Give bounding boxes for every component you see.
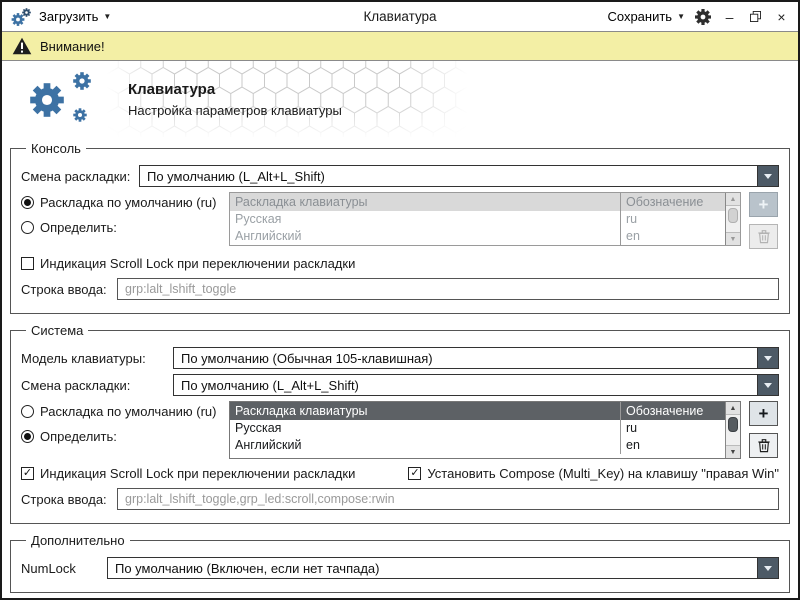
system-layout-choice-row (21, 401, 779, 459)
maximize-icon (750, 11, 761, 22)
system-model-label: Модель клавиатуры: (21, 350, 146, 366)
console-table-buttons (749, 192, 779, 249)
combo-dropdown-button[interactable] (757, 348, 778, 368)
caret-down-icon: ▼ (103, 11, 112, 21)
table-cell-layout: Английский (235, 229, 302, 243)
gears-logo (16, 67, 106, 131)
combo-dropdown-button[interactable] (757, 166, 778, 186)
system-input-row (21, 488, 779, 510)
scroll-down-icon[interactable]: ▼ (726, 445, 740, 458)
scroll-up-icon: ▲ (726, 193, 740, 206)
console-layout-switch-select[interactable] (139, 165, 779, 187)
console-scroll-lock-checkbox[interactable] (21, 256, 355, 271)
load-menu-button[interactable] (39, 9, 111, 24)
system-model-select[interactable] (173, 347, 779, 369)
console-layout-choice-row (21, 192, 779, 249)
console-checkbox-row (21, 256, 779, 271)
console-layout-switch-row (21, 165, 779, 187)
console-custom-layout-radio[interactable] (21, 220, 229, 235)
system-input-label: Строка ввода: (21, 491, 107, 507)
load-menu-label: Загрузить (39, 9, 99, 24)
table-scrollbar[interactable] (725, 402, 740, 458)
save-menu-label: Сохранить (607, 9, 673, 24)
console-layout-switch-label: Смена раскладки: (21, 168, 131, 184)
table-cell-layout: Русская (235, 212, 282, 226)
warning-icon (12, 37, 32, 55)
system-layout-switch-label: Смена раскладки: (21, 377, 131, 393)
system-layout-switch-row (21, 374, 779, 396)
console-radio-group (21, 192, 229, 235)
scrollbar-thumb[interactable] (728, 417, 738, 432)
page-title: Клавиатура (128, 80, 216, 98)
add-layout-button[interactable] (749, 401, 778, 426)
checkbox-label: Индикация Scroll Lock при переключении раскладки (40, 466, 356, 481)
radio-unselected-icon (21, 221, 34, 234)
system-layout-table (229, 401, 741, 459)
table-scrollbar (725, 193, 740, 245)
console-input-label: Строка ввода: (21, 281, 107, 297)
table-row (230, 211, 725, 228)
table-header-row (230, 193, 725, 211)
radio-selected-icon (21, 430, 34, 443)
system-table-buttons (749, 401, 779, 458)
trash-icon (757, 229, 771, 244)
table-row[interactable] (230, 437, 725, 454)
system-layout-switch-select[interactable] (173, 374, 779, 396)
save-menu-button[interactable] (607, 9, 685, 24)
page-header (2, 61, 798, 137)
console-legend: Консоль (31, 141, 81, 156)
table-header-layout: Раскладка клавиатуры (235, 195, 368, 209)
table-header-code: Обозначение (620, 402, 725, 420)
system-checkbox-row (21, 466, 779, 481)
table-main (230, 402, 725, 458)
checkbox-checked-icon: ✓ (22, 467, 33, 479)
system-input-string[interactable] (117, 488, 779, 510)
console-layout-table (229, 192, 741, 246)
caret-down-icon (764, 383, 772, 388)
combo-selected-value: По умолчанию (L_Alt+L_Shift) (147, 168, 325, 184)
scrollbar-track[interactable] (726, 415, 740, 445)
combo-selected-value: По умолчанию (Обычная 105-клавишная) (181, 350, 433, 366)
add-layout-button (749, 192, 778, 217)
checkbox-unchecked-icon (21, 257, 34, 270)
table-row (230, 228, 725, 245)
table-cell-code: en (620, 437, 725, 454)
table-header-row (230, 402, 725, 420)
table-cell-layout: Русская (235, 421, 282, 435)
radio-label: Определить: (40, 220, 117, 235)
table-cell-code: en (620, 228, 725, 245)
table-cell-code: ru (620, 420, 725, 437)
system-legend: Система (31, 323, 84, 338)
table-cell-layout: Английский (235, 438, 302, 452)
scroll-down-icon: ▼ (726, 232, 740, 245)
system-scroll-lock-checkbox[interactable] (21, 466, 355, 481)
header-text (128, 81, 342, 118)
scrollbar-thumb (728, 208, 738, 223)
titlebar-right (607, 8, 790, 26)
radio-label: Раскладка по умолчанию (ru) (40, 195, 217, 210)
console-section (10, 141, 790, 314)
radio-label: Раскладка по умолчанию (ru) (40, 404, 217, 419)
table-main (230, 193, 725, 245)
checkbox-checked-icon: ✓ (410, 467, 420, 479)
system-radio-group (21, 401, 229, 444)
page-subtitle: Настройка параметров клавиатуры (128, 102, 342, 118)
numlock-select[interactable] (107, 557, 779, 579)
console-input-string[interactable] (117, 278, 779, 300)
table-row[interactable] (230, 420, 725, 437)
trash-icon (757, 438, 771, 453)
caret-down-icon (764, 174, 772, 179)
titlebar-left (10, 6, 111, 28)
system-compose-checkbox[interactable] (408, 466, 779, 481)
combo-dropdown-button[interactable] (757, 558, 778, 578)
plus-icon: + (758, 195, 769, 214)
system-section (10, 323, 790, 524)
console-input-row (21, 278, 779, 300)
system-model-row (21, 347, 779, 369)
console-default-layout-radio[interactable] (21, 195, 229, 210)
combo-selected-value: По умолчанию (L_Alt+L_Shift) (181, 377, 359, 393)
plus-icon: + (758, 404, 769, 423)
settings-gear-icon[interactable] (694, 8, 712, 26)
titlebar (2, 2, 798, 32)
system-default-layout-radio[interactable] (21, 404, 229, 419)
numlock-label: NumLock (21, 560, 76, 576)
minimize-button[interactable]: – (725, 8, 734, 25)
numlock-row (21, 557, 779, 579)
delete-layout-button[interactable] (749, 433, 778, 458)
app-gears-icon (10, 6, 32, 28)
table-header-code: Обозначение (620, 193, 725, 211)
delete-layout-button (749, 224, 778, 249)
additional-legend: Дополнительно (31, 533, 125, 548)
caret-down-icon (764, 356, 772, 361)
maximize-button[interactable] (747, 8, 764, 26)
system-custom-layout-radio[interactable] (21, 429, 229, 444)
checkbox-label: Установить Compose (Multi_Key) на клавишу "правая Win" (427, 466, 779, 481)
warning-text: Внимание! (40, 38, 105, 54)
radio-unselected-icon (21, 405, 34, 418)
scrollbar-track (726, 206, 740, 232)
table-header-layout: Раскладка клавиатуры (235, 404, 368, 418)
radio-selected-icon (21, 196, 34, 209)
combo-selected-value: По умолчанию (Включен, если нет тачпада) (115, 560, 380, 576)
combo-dropdown-button[interactable] (757, 375, 778, 395)
additional-section (10, 533, 790, 593)
scroll-up-icon[interactable]: ▲ (726, 402, 740, 415)
checkbox-label: Индикация Scroll Lock при переключении раскладки (40, 256, 356, 271)
close-button[interactable]: × (777, 8, 786, 25)
window-title: Клавиатура (363, 9, 437, 24)
warning-banner (2, 32, 798, 61)
caret-down-icon (764, 566, 772, 571)
table-cell-code: ru (620, 211, 725, 228)
caret-down-icon: ▼ (677, 11, 685, 21)
radio-label: Определить: (40, 429, 117, 444)
